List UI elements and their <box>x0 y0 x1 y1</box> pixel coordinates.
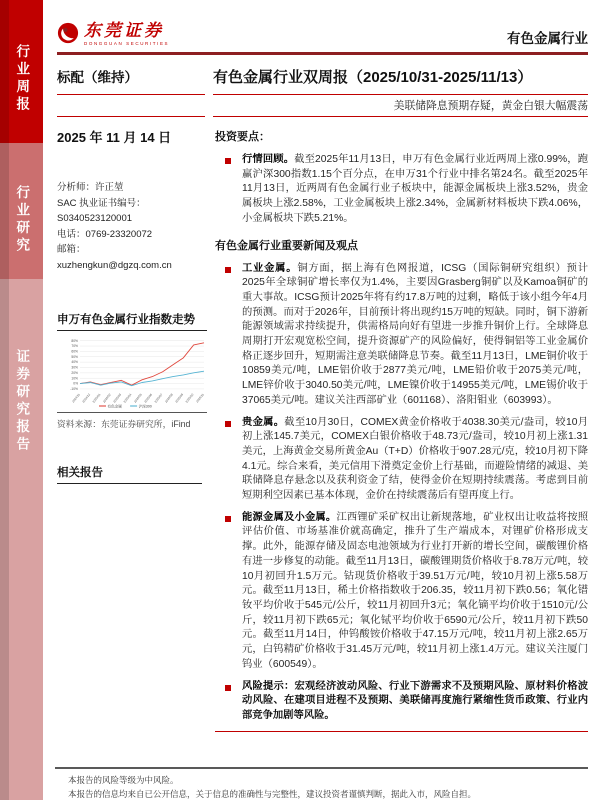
report-title: 有色金属行业双周报（2025/10/31-2025/11/13） <box>213 69 533 86</box>
svg-text:2025/07: 2025/07 <box>153 392 164 404</box>
brand-logo <box>57 22 169 46</box>
analyst-email: xuzhengkun@dgzq.com.cn <box>57 259 172 271</box>
red-divider-bottom <box>57 116 588 117</box>
email-label: 邮箱： <box>57 244 86 255</box>
bullet-square-icon <box>225 685 231 691</box>
sidebar-item-industry-research <box>0 143 43 279</box>
svg-text:2025/04: 2025/04 <box>122 392 133 404</box>
svg-text:70%: 70% <box>71 344 78 349</box>
chart-title-underline <box>57 330 207 331</box>
svg-text:20%: 20% <box>71 370 78 375</box>
svg-text:2025/03: 2025/03 <box>112 392 123 404</box>
brand-subtitle: DONGGUAN SECURITIES <box>84 41 170 46</box>
report-subtitle: 美联储降息预期存疑，黄金白银大幅震荡 <box>393 100 588 112</box>
industry-label: 有色金属行业 <box>507 31 588 46</box>
svg-text:50%: 50% <box>71 354 78 359</box>
industrial-metals-bullet <box>215 262 588 409</box>
paragraph-body: 铜方面，据上海有色网报道，ICSG（国际铜研究组织）预计2025年全球铜矿增长率仅为1.4%，主要因Grasberg铜矿以及Kamoa铜矿的重大事故。ICSG预计2025年将有约17.8万吨的过剩，略低于该小组今年4月的预测。而对于2026年，目前预计将出现约15万吨的短缺。同时，铜下游新能源领域需求持续提升，供需格局向好有望进一步推升铜价上行。全球降息周期打开宏观宽松空间，提升资源矿产的风险偏好，使得铜铝等工业金属价格正逐步回升，短期需注意美联储降息节奏。截至11月13日，LME铜价收于10859美元/吨，LME铝价收于2877美元/吨，LME铅价收于2075美元/吨，LME锌价收于3040.50美元/吨，LME镍价收于14955美元/吨，LME锡价收于37065美元/吨。建议关注西部矿业（601168）、洛阳钼业（603993）。 <box>242 262 588 406</box>
energy-minor-metals-bullet <box>215 511 588 673</box>
svg-text:2025/06: 2025/06 <box>143 392 154 404</box>
sidebar-label: 行业周报 <box>14 44 30 114</box>
report-date: 2025 年 11 月 14 日 <box>57 130 172 145</box>
svg-text:沪深300: 沪深300 <box>138 404 152 409</box>
paragraph-heading: 行情回顾。 <box>242 154 295 165</box>
energy-minor-metals-paragraph <box>242 511 588 673</box>
brand-name: 东莞证券 <box>84 21 164 40</box>
related-reports-title: 相关报告 <box>57 467 103 479</box>
bullet-square-icon <box>225 516 231 522</box>
precious-metals-paragraph <box>242 416 588 504</box>
sidebar-item-industry-weekly <box>0 0 43 143</box>
header-divider <box>57 52 588 55</box>
svg-text:0%: 0% <box>73 381 78 386</box>
disclaimer-note: 本报告的信息均来自已公开信息，关于信息的准确性与完整性，建议投资者谨慎判断，据此入市，风险自担。 <box>68 788 477 799</box>
page-footer <box>55 767 588 802</box>
analyst-block <box>57 180 207 273</box>
risk-warning-bullet <box>215 680 588 724</box>
related-reports-block <box>57 464 207 484</box>
svg-text:2024/12: 2024/12 <box>81 392 92 404</box>
chart-source: 资料来源：东莞证券研究所，iFind <box>57 419 191 429</box>
news-and-views-heading: 有色金属行业重要新闻及观点 <box>215 239 358 252</box>
svg-text:-10%: -10% <box>70 387 78 392</box>
index-trend-line-chart <box>57 333 209 411</box>
precious-metals-bullet <box>215 416 588 504</box>
svg-text:有色金属: 有色金属 <box>107 404 122 409</box>
paragraph-heading: 能源金属及小金属。 <box>242 511 337 523</box>
sidebar-item-securities-report <box>0 279 43 800</box>
paragraph-heading: 工业金属。 <box>242 262 298 274</box>
svg-text:2024/11: 2024/11 <box>71 392 81 404</box>
market-review-paragraph <box>242 153 588 227</box>
bullet-square-icon <box>225 267 231 273</box>
investment-highlights-title: 投资要点： <box>215 131 270 143</box>
side-tab-bar <box>0 0 43 800</box>
svg-text:2025/10: 2025/10 <box>184 392 195 404</box>
content-end-red-divider <box>215 731 588 732</box>
related-reports-underline <box>57 483 202 484</box>
title-row <box>57 66 588 87</box>
sidebar-label: 行业研究 <box>14 185 30 255</box>
brand-text <box>84 22 169 46</box>
bullet-square-icon <box>225 421 231 427</box>
sac-label: SAC 执业证书编号： <box>57 197 146 209</box>
svg-text:10%: 10% <box>71 376 78 381</box>
dongguan-securities-logo-icon <box>57 22 79 44</box>
svg-text:2025/09: 2025/09 <box>174 392 185 404</box>
paragraph-heading: 贵金属。 <box>242 416 285 428</box>
bullet-square-icon <box>225 158 231 164</box>
paragraph-body: 江西锂矿采矿权出让新规落地，矿业权出让收益将按照评估价值、市场基准价就高确定，推升了生产端成本，对锂矿价格形成支撑。此外，能源存储及固态电池领域为行业打开新的增长空间，碳酸锂价格有进一步修复的动能。截至11月13日，碳酸锂期货价格收于8.78万元/吨，较10月初回升1.5万元。钴现货价格收于39.51万元/吨，较10月初上涨5.58万元。截至11月13日，稀土价格指数收于206.35，较11月初下跌0.56；氧化镨钕平均价收于545元/公斤，较11月初回升3元；氧化镝平均价收于1510元/公斤，较11月初下跌65元；氧化铽平均价收于6590元/公斤，较11月初下跌50元。截至11月14日，仲钨酸铵价格收于47.15万元/吨，较11月初上涨2.65万元，白钨精矿价格收于31.45万元/吨，较11月初上涨1.4万元。建议关注厦门钨业（600549）。 <box>242 511 589 670</box>
paragraph-heading: 风险提示： <box>242 680 295 692</box>
rating-label: 标配（维持） <box>57 70 138 85</box>
sac-number: S0340523120001 <box>57 213 133 224</box>
analyst-phone: 电话：0769-23320072 <box>57 228 153 240</box>
paragraph-body: 截至2025年11月13日，申万有色金属行业近两周上涨0.99%，跑赢沪深300指数1.15个百分点，在申万31个行业中排名第24名。截至2025年11月13日，近两周有色金属行业子板块中，能源金属板块上涨3.52%，贵金属板块上涨2.58%，工业金属板块上涨2.34%，金属新材料板块下跌4.06%，小金属板块下跌5.21%。 <box>242 154 589 224</box>
svg-text:2025/02: 2025/02 <box>101 392 112 404</box>
risk-level-note: 本报告的风险等级为中风险。 <box>68 775 179 785</box>
chart-source-divider <box>57 412 207 413</box>
paragraph-body: 宏观经济波动风险、行业下游需求不及预期风险、原材料价格波动风险、在建项目进程不及预期、美联储再度施行紧缩性货币政策、行业内部竞争加剧等风险。 <box>242 680 589 721</box>
subtitle-row <box>57 95 588 115</box>
svg-text:80%: 80% <box>71 338 78 343</box>
svg-text:2025/05: 2025/05 <box>132 392 143 404</box>
svg-text:40%: 40% <box>71 360 78 365</box>
page-header <box>57 0 588 47</box>
subtitle-spacer <box>57 95 205 115</box>
svg-text:2025/08: 2025/08 <box>163 392 174 404</box>
svg-text:30%: 30% <box>71 365 78 370</box>
index-trend-chart-block <box>57 311 207 430</box>
industrial-metals-paragraph <box>242 262 588 409</box>
sidebar-label: 证券研究报告 <box>14 349 30 454</box>
report-page <box>57 0 588 732</box>
body-columns <box>57 127 588 732</box>
analyst-name: 分析师：许正堃 <box>57 182 124 193</box>
risk-warning-paragraph <box>242 680 588 724</box>
chart-title: 申万有色金属行业指数走势 <box>57 314 195 326</box>
svg-text:2025/11: 2025/11 <box>195 392 205 404</box>
market-review-bullet <box>215 153 588 227</box>
left-column <box>57 127 207 732</box>
right-column <box>207 127 588 732</box>
paragraph-body: 截至10月30日，COMEX黄金价格收于4038.30美元/盎司，较10月初上涨145.7美元，COMEX白银价格收于48.73元/盎司，较10月初上涨1.31美元，上海黄金交易所黄金Au（T+D）价格收于907.28元/克，较10月初下降4.1元。综合来看，美元信用下滑奠定金价上行基础，而避险情绪的减退、美联储降息存悬念以及获利资金了结，使得金价在短期持续震荡。考虑到目前短期利空因素已基本体现，金价在持续震荡后有望再度上行。 <box>242 416 588 502</box>
svg-text:60%: 60% <box>71 349 78 354</box>
svg-text:2025/01: 2025/01 <box>91 392 102 404</box>
